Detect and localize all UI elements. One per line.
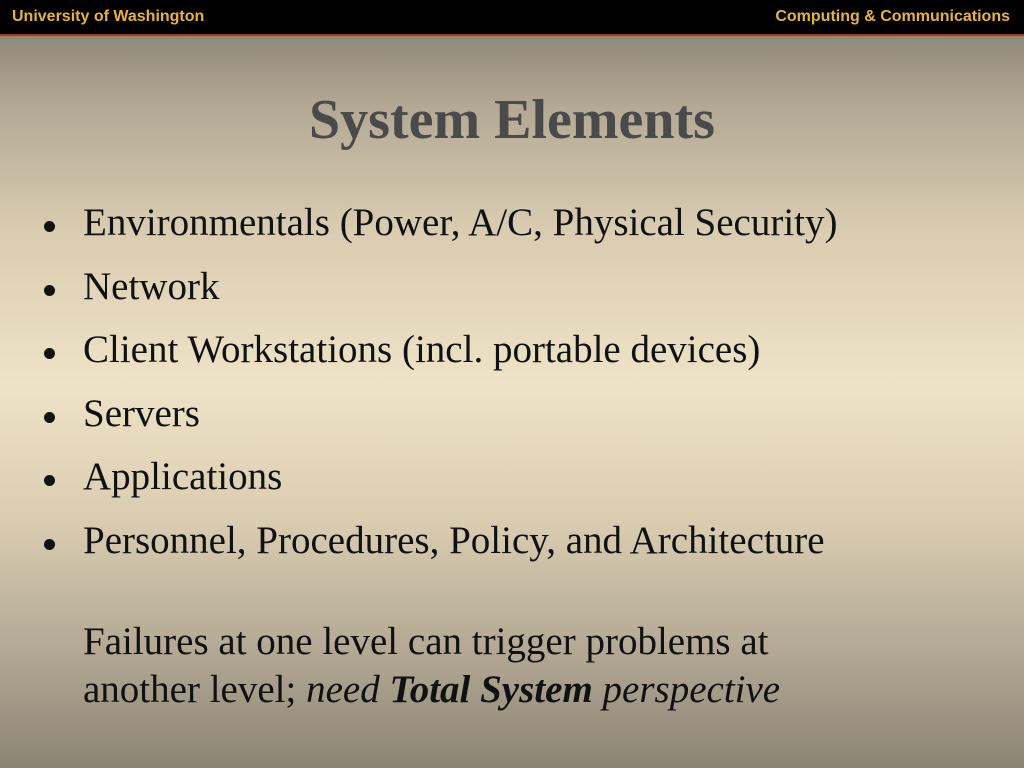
bullet-dot-icon: [44, 475, 55, 486]
summary-line-2: [83, 666, 780, 714]
bullet-text: Environmentals (Power, A/C, Physical Security): [83, 201, 838, 244]
header-department: Computing & Communications: [775, 8, 1010, 25]
bullet-text: Network: [83, 264, 220, 308]
bullet-dot-icon: [44, 412, 55, 423]
summary-line-1: Failures at one level can trigger problems at: [83, 620, 769, 663]
summary-total-system: Total System: [389, 668, 593, 711]
summary-perspective: perspective: [602, 668, 781, 711]
bullet-text: Client Workstations (incl. portable devices): [83, 328, 761, 371]
summary-prefix: another level;: [83, 668, 307, 711]
bullet-text: Applications: [83, 455, 283, 498]
bullet-text: Personnel, Procedures, Policy, and Architecture: [83, 518, 825, 562]
bullet-dot-icon: [44, 285, 55, 296]
slide-title: System Elements: [309, 89, 715, 151]
bullet-dot-icon: [44, 348, 55, 359]
summary-need: need: [306, 668, 380, 711]
header-organization: University of Washington: [12, 8, 205, 25]
bullet-dot-icon: [44, 221, 55, 232]
bullet-dot-icon: [44, 539, 55, 550]
summary-note: [83, 618, 780, 714]
header-bar: [0, 0, 1024, 36]
bullet-text: Servers: [83, 391, 200, 435]
